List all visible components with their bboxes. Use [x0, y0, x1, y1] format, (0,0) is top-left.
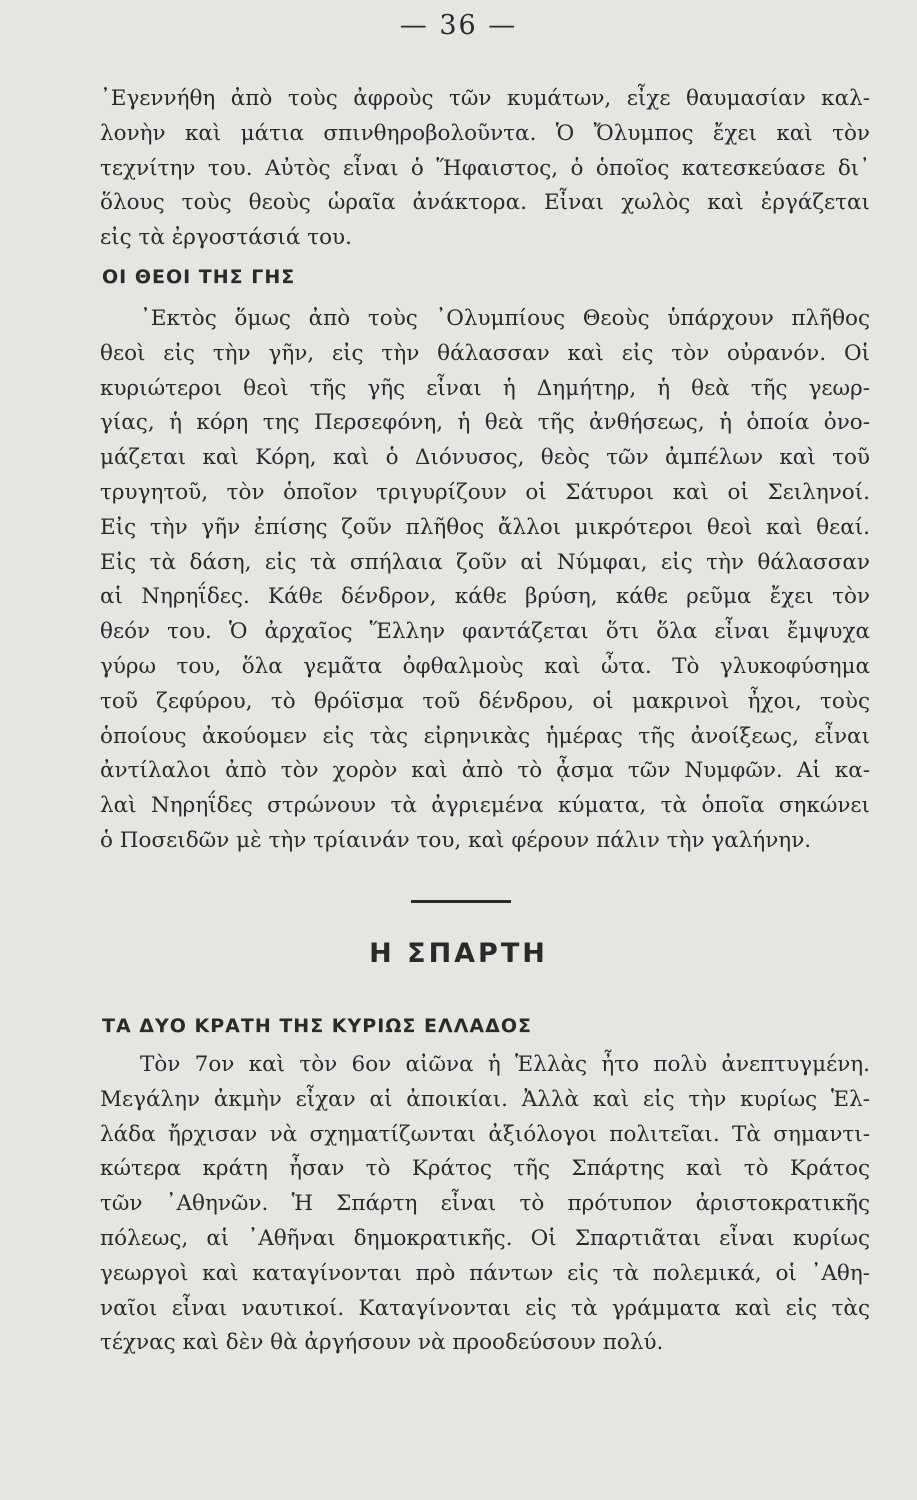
text-line: τῶν ᾽Αθηνῶν. Ἡ Σπάρτη εἶναι τὸ πρότυπον ἀριστοκρατικῆς — [100, 1191, 870, 1217]
section-heading-two-states: ΤΑ ΔΥΟ ΚΡΑΤΗ ΤΗΣ ΚΥΡΙΩΣ ΕΛΛΑΔΟΣ — [102, 1015, 532, 1037]
text-line: λάδα ἤρχισαν νὰ σχηματίζωνται ἀξιόλογοι πολιτεῖαι. Τὰ σημαντι- — [100, 1121, 870, 1147]
text-line: αἱ Νηρηΐδες. Κάθε δένδρον, κάθε βρύση, κάθε ρεῦμα ἔχει τὸν — [100, 584, 870, 610]
text-line: Εἰς τὴν γῆν ἐπίσης ζοῦν πλῆθος ἄλλοι μικρότεροι θεοὶ καὶ θεαί. — [100, 514, 870, 540]
section-heading-gods-of-earth: ΟΙ ΘΕΟΙ ΤΗΣ ΓΗΣ — [102, 266, 296, 288]
text-line: θεοὶ εἰς τὴν γῆν, εἰς τὴν θάλασσαν καὶ εἰς τὸν οὐρανόν. Οἱ — [100, 340, 870, 366]
text-line: γεωργοὶ καὶ καταγίνονται πρὸ πάντων εἰς τὰ πολεμικά, οἱ ᾽Αθη- — [100, 1260, 870, 1286]
text-line: Τὸν 7ον καὶ τὸν 6ον αἰῶνα ἡ Ἑλλὰς ἦτο πολὺ ἀνεπτυγμένη. — [140, 1052, 870, 1077]
top-paragraph — [100, 82, 870, 256]
text-line: ναῖοι εἶναι ναυτικοί. Καταγίνονται εἰς τὰ γράμματα καὶ εἰς τὰς — [100, 1295, 870, 1321]
two-states-paragraph — [100, 1048, 870, 1361]
text-line: κυριώτεροι θεοὶ τῆς γῆς εἶναι ἡ Δημήτηρ, ἡ θεὰ τῆς γεωρ- — [100, 375, 870, 401]
text-line: Μεγάλην ἀκμὴν εἶχαν αἱ ἀποικίαι. Ἀλλὰ καὶ εἰς τὴν κυρίως Ἑλ- — [100, 1086, 870, 1112]
text-line: γύρω του, ὅλα γεμᾶτα ὀφθαλμοὺς καὶ ὦτα. Τὸ γλυκοφύσημα — [100, 653, 870, 679]
text-line: τοῦ ζεφύρου, τὸ θρόϊσμα τοῦ δένδρου, οἱ μακρινοὶ ἦχοι, τοὺς — [100, 688, 870, 714]
text-line: γίας, ἡ κόρη της Περσεφόνη, ἡ θεὰ τῆς ἀνθήσεως, ἡ ὁποία ὀνο- — [100, 410, 870, 436]
text-line: λονὴν καὶ μάτια σπινθηροβολοῦντα. Ὁ Ὄλυμπος ἔχει καὶ τὸν — [100, 120, 870, 146]
text-line: τρυγητοῦ, τὸν ὁποῖον τριγυρίζουν οἱ Σάτυροι καὶ οἱ Σειληνοί. — [100, 479, 870, 505]
text-line: ὅλους τοὺς θεοὺς ὡραῖα ἀνάκτορα. Εἶναι χωλὸς καὶ ἐργάζεται — [100, 190, 870, 216]
gods-of-earth-paragraph — [100, 302, 870, 859]
text-line: ᾽Εκτὸς ὅμως ἀπὸ τοὺς ᾽Ολυμπίους Θεοὺς ὑπάρχουν πλῆθος — [140, 306, 870, 331]
divider-rule — [411, 900, 511, 903]
text-line: ὁ Ποσειδῶν μὲ τὴν τρίαινάν του, καὶ φέρουν πάλιν τὴν γαλήνην. — [100, 827, 812, 853]
text-line: ἀντίλαλοι ἀπὸ τὸν χορὸν καὶ ἀπὸ τὸ ᾆσμα τῶν Νυμφῶν. Αἱ κα- — [100, 758, 870, 784]
text-line: Εἰς τὰ δάση, εἰς τὰ σπήλαια ζοῦν αἱ Νύμφαι, εἰς τὴν θάλασσαν — [100, 549, 870, 575]
text-line: κώτερα κράτη ἦσαν τὸ Κράτος τῆς Σπάρτης καὶ τὸ Κράτος — [100, 1156, 870, 1182]
text-line: τέχνας καὶ δὲν θὰ ἀργήσουν νὰ προοδεύσουν πολύ. — [100, 1330, 664, 1356]
text-line: εἰς τὰ ἐργοστάσιά του. — [100, 225, 352, 251]
text-line: τεχνίτην του. Αὐτὸς εἶναι ὁ Ἥφαιστος, ὁ ὁποῖος κατεσκεύασε δι᾽ — [100, 155, 870, 181]
text-line: ᾽Εγεννήθη ἀπὸ τοὺς ἀφροὺς τῶν κυμάτων, εἶχε θαυμασίαν καλ- — [100, 86, 870, 111]
text-line: λαὶ Νηρηΐδες στρώνουν τὰ ἀγριεμένα κύματα, τὰ ὁποῖα σηκώνει — [100, 793, 870, 819]
page-number: — 36 — — [399, 10, 518, 41]
text-line: μάζεται καὶ Κόρη, καὶ ὁ Διόνυσος, θεὸς τῶν ἀμπέλων καὶ τοῦ — [100, 445, 870, 471]
chapter-title: Η ΣΠΑΡΤΗ — [369, 938, 548, 969]
text-line: θεόν του. Ὁ ἀρχαῖος Ἕλλην φαντάζεται ὅτι ὅλα εἶναι ἔμψυχα — [100, 619, 870, 645]
text-line: ὁποίους ἀκούομεν εἰς τὰς εἰρηνικὰς ἡμέρας τῆς ἀνοίξεως, εἶναι — [100, 723, 870, 749]
text-line: πόλεως, αἱ ᾽Αθῆναι δημοκρατικῆς. Οἱ Σπαρτιᾶται εἶναι κυρίως — [100, 1225, 870, 1251]
